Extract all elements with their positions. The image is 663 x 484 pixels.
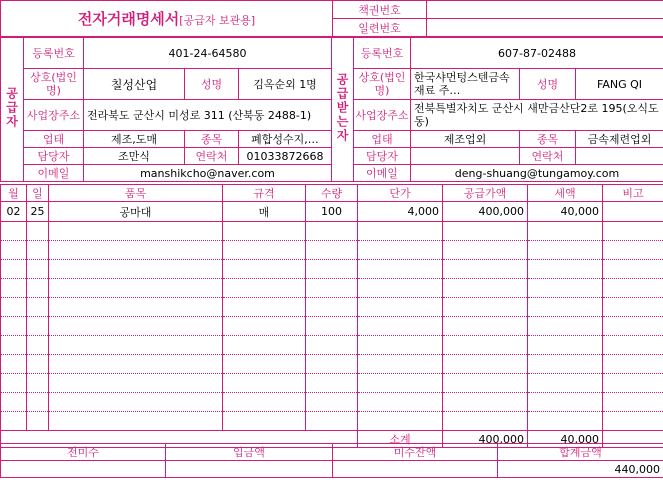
empty-cell (306, 317, 358, 336)
empty-cell (223, 260, 306, 279)
empty-cell (1, 298, 27, 317)
col-spec: 규격 (223, 185, 306, 202)
empty-cell (49, 260, 223, 279)
col-month: 월 (1, 185, 27, 202)
empty-cell (1, 260, 27, 279)
empty-cell (27, 412, 49, 431)
buyer-manager-value (411, 148, 520, 165)
buyer-contact-label: 연락처 (520, 148, 576, 165)
empty-cell (358, 336, 443, 355)
empty-cell (27, 298, 49, 317)
supplier-email-value: manshikcho@naver.com (84, 165, 332, 182)
empty-cell (443, 317, 528, 336)
buyer-item-label: 종목 (520, 131, 576, 148)
empty-row (1, 298, 663, 317)
empty-cell (306, 298, 358, 317)
empty-cell (358, 298, 443, 317)
unpaid-balance-label: 미수잔액 (333, 444, 498, 461)
empty-cell (306, 412, 358, 431)
empty-cell (1, 222, 27, 241)
book-number-label: 책권번호 (333, 1, 427, 19)
empty-cell (603, 412, 663, 431)
empty-row (1, 374, 663, 393)
col-item: 품목 (49, 185, 223, 202)
empty-cell (443, 260, 528, 279)
empty-cell (49, 374, 223, 393)
supplier-name-value: 칠성산업 (84, 69, 185, 100)
table-row (1, 202, 663, 222)
empty-cell (223, 317, 306, 336)
empty-cell (528, 279, 603, 298)
empty-cell (528, 222, 603, 241)
empty-cell (358, 412, 443, 431)
buyer-reg-label: 등록번호 (354, 38, 411, 69)
empty-cell (306, 336, 358, 355)
empty-cell (528, 393, 603, 412)
empty-cell (27, 222, 49, 241)
book-number-value (427, 1, 663, 19)
empty-cell (603, 222, 663, 241)
supplier-manager-label: 담당자 (24, 148, 84, 165)
buyer-section-label: 공급받는자 (335, 73, 349, 143)
empty-cell (528, 298, 603, 317)
empty-cell (358, 241, 443, 260)
empty-cell (306, 241, 358, 260)
supplier-reg-label: 등록번호 (24, 38, 84, 69)
col-day: 일 (27, 185, 49, 202)
empty-cell (49, 222, 223, 241)
empty-cell (603, 374, 663, 393)
buyer-type-value: 제조업외 (411, 131, 520, 148)
supplier-item-value: 폐합성수지,… (239, 131, 332, 148)
buyer-addr-value: 전북특별자치도 군산시 새만금산단2로 195(오식도동) (411, 100, 663, 131)
empty-cell (443, 393, 528, 412)
empty-cell (443, 222, 528, 241)
empty-cell (528, 260, 603, 279)
empty-cell (27, 241, 49, 260)
empty-cell (223, 279, 306, 298)
supplier-section-label: 공급자 (4, 87, 19, 129)
empty-cell (603, 336, 663, 355)
items-table (0, 184, 663, 448)
received-value (166, 461, 333, 478)
buyer-addr-label: 사업장주소 (354, 100, 411, 131)
empty-cell (443, 355, 528, 374)
empty-row (1, 393, 663, 412)
empty-cell (49, 279, 223, 298)
buyer-name-value: 한국샤먼텅스텐금속재료 주… (411, 69, 520, 100)
row-qty: 100 (306, 202, 358, 222)
row-month: 02 (1, 202, 27, 222)
empty-cell (603, 317, 663, 336)
prev-unpaid-value (1, 461, 166, 478)
empty-cell (306, 222, 358, 241)
buyer-reg-value: 607-87-02488 (411, 38, 663, 69)
empty-cell (27, 393, 49, 412)
empty-cell (49, 393, 223, 412)
empty-cell (49, 336, 223, 355)
subtotal-tax: 40,000 (528, 431, 603, 448)
empty-cell (223, 298, 306, 317)
empty-cell (528, 241, 603, 260)
empty-row (1, 412, 663, 431)
subtotal-label: 소계 (358, 431, 443, 448)
empty-cell (27, 279, 49, 298)
col-note: 비고 (603, 185, 663, 202)
empty-cell (603, 279, 663, 298)
empty-row (1, 317, 663, 336)
empty-cell (603, 355, 663, 374)
empty-cell (223, 336, 306, 355)
empty-cell (223, 412, 306, 431)
supplier-item-label: 종목 (185, 131, 239, 148)
empty-cell (1, 374, 27, 393)
footer-table (0, 443, 663, 478)
empty-cell (49, 298, 223, 317)
row-unit-price: 4,000 (358, 202, 443, 222)
empty-cell (27, 260, 49, 279)
row-note (603, 202, 663, 222)
empty-cell (358, 279, 443, 298)
empty-cell (1, 279, 27, 298)
supplier-type-value: 제조,도매 (84, 131, 185, 148)
empty-row (1, 260, 663, 279)
empty-cell (358, 374, 443, 393)
supplier-ceo-label: 성명 (185, 69, 239, 100)
empty-cell (603, 241, 663, 260)
supplier-reg-value: 401-24-64580 (84, 38, 332, 69)
empty-cell (306, 260, 358, 279)
empty-cell (358, 222, 443, 241)
buyer-email-label: 이메일 (354, 165, 411, 182)
empty-cell (49, 241, 223, 260)
empty-row (1, 279, 663, 298)
empty-cell (443, 374, 528, 393)
empty-cell (443, 279, 528, 298)
supplier-contact-label: 연락처 (185, 148, 239, 165)
empty-cell (1, 355, 27, 374)
title-cell (1, 1, 333, 37)
empty-cell (1, 412, 27, 431)
total-value: 440,000 (498, 461, 663, 478)
empty-cell (443, 298, 528, 317)
buyer-contact-value (576, 148, 663, 165)
prev-unpaid-label: 전미수 (1, 444, 166, 461)
empty-cell (223, 374, 306, 393)
empty-cell (358, 260, 443, 279)
empty-row (1, 355, 663, 374)
received-label: 입금액 (166, 444, 333, 461)
empty-cell (603, 260, 663, 279)
empty-cell (528, 336, 603, 355)
empty-cell (358, 317, 443, 336)
empty-cell (306, 374, 358, 393)
empty-cell (49, 355, 223, 374)
empty-cell (528, 355, 603, 374)
row-spec: 매 (223, 202, 306, 222)
empty-cell (603, 298, 663, 317)
empty-cell (27, 336, 49, 355)
empty-cell (443, 241, 528, 260)
supplier-contact-value: 01033872668 (239, 148, 332, 165)
empty-cell (1, 317, 27, 336)
empty-cell (223, 241, 306, 260)
items-header-row (1, 185, 663, 202)
col-tax: 세액 (528, 185, 603, 202)
empty-cell (306, 393, 358, 412)
empty-row (1, 241, 663, 260)
supplier-section (1, 38, 24, 182)
empty-cell (603, 393, 663, 412)
empty-cell (223, 222, 306, 241)
party-table (0, 37, 663, 182)
empty-cell (358, 393, 443, 412)
empty-cell (528, 317, 603, 336)
empty-cell (223, 393, 306, 412)
empty-cell (27, 374, 49, 393)
buyer-email-value: deng-shuang@tungamoy.com (411, 165, 663, 182)
empty-cell (443, 412, 528, 431)
supplier-manager-value: 조만식 (84, 148, 185, 165)
page-subtitle: [공급자 보관용] (179, 14, 256, 27)
empty-rows (1, 222, 663, 431)
buyer-name-label: 상호(법인명) (354, 69, 411, 100)
total-label: 합계금액 (498, 444, 663, 461)
empty-cell (358, 355, 443, 374)
col-unit-price: 단가 (358, 185, 443, 202)
serial-number-value (427, 19, 663, 37)
empty-row (1, 336, 663, 355)
empty-cell (1, 241, 27, 260)
empty-row (1, 222, 663, 241)
serial-number-label: 일련번호 (333, 19, 427, 37)
buyer-ceo-value: FANG QI (576, 69, 663, 100)
empty-cell (528, 374, 603, 393)
supplier-type-label: 업태 (24, 131, 84, 148)
supplier-email-label: 이메일 (24, 165, 84, 182)
supplier-addr-label: 사업장주소 (24, 100, 84, 131)
empty-cell (528, 412, 603, 431)
buyer-type-label: 업태 (354, 131, 411, 148)
row-tax: 40,000 (528, 202, 603, 222)
unpaid-balance-value (333, 461, 498, 478)
empty-cell (306, 279, 358, 298)
row-day: 25 (27, 202, 49, 222)
empty-cell (49, 317, 223, 336)
buyer-section (332, 38, 354, 182)
col-qty: 수량 (306, 185, 358, 202)
empty-cell (27, 355, 49, 374)
empty-cell (1, 393, 27, 412)
header-table (0, 0, 663, 37)
buyer-manager-label: 담당자 (354, 148, 411, 165)
empty-cell (27, 317, 49, 336)
buyer-ceo-label: 성명 (520, 69, 576, 100)
row-supply: 400,000 (443, 202, 528, 222)
supplier-name-label: 상호(법인명) (24, 69, 84, 100)
col-supply: 공급가액 (443, 185, 528, 202)
empty-cell (223, 355, 306, 374)
supplier-ceo-value: 김옥순외 1명 (239, 69, 332, 100)
subtotal-supply: 400,000 (443, 431, 528, 448)
empty-cell (443, 336, 528, 355)
empty-cell (1, 336, 27, 355)
row-item: 공마대 (49, 202, 223, 222)
buyer-item-value: 금속제련업외 (576, 131, 663, 148)
empty-cell (306, 355, 358, 374)
empty-cell (49, 412, 223, 431)
page-title: 전자거래명세서 (77, 10, 180, 28)
supplier-addr-value: 전라북도 군산시 미성로 311 (산북동 2488-1) (84, 100, 332, 131)
